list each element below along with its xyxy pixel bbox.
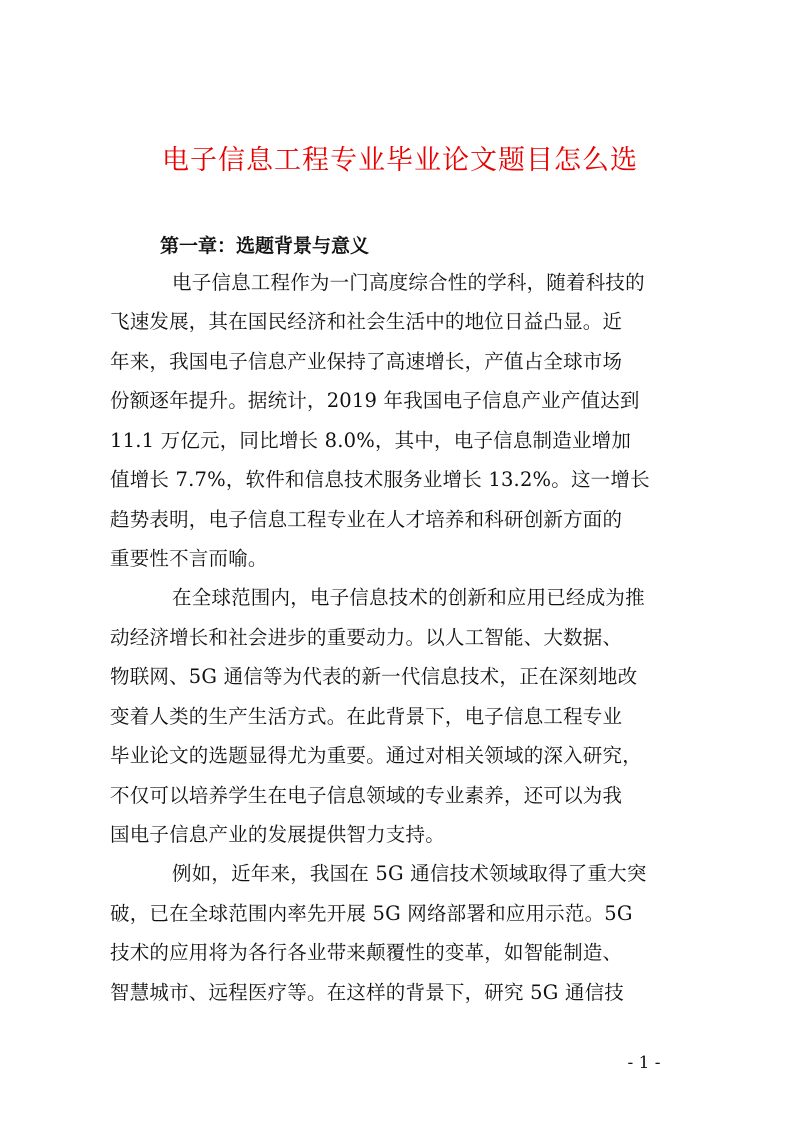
body-line: 重要性不言而喻。 [110,547,268,570]
body-line: 物联网、5G 通信等为代表的新一代信息技术，正在深刻地改 [110,665,638,688]
page-number: - 1 - [627,1053,661,1073]
body-line: 毕业论文的选题显得尤为重要。通过对相关领域的深入研究， [110,744,642,767]
body-line: 份额逐年提升。据统计，2019 年我国电子信息产业产值达到 [110,389,640,412]
body-line: 例如，近年来，我国在 5G 通信技术领域取得了重大突 [172,862,647,885]
body-line: 年来，我国电子信息产业保持了高速增长，产值占全球市场 [110,350,623,373]
body-line: 不仅可以培养学生在电子信息领域的专业素养，还可以为我 [110,784,623,807]
body-line: 变着人类的生产生活方式。在此背景下，电子信息工程专业 [110,705,623,728]
body-line: 智慧城市、远程医疗等。在这样的背景下，研究 5G 通信技 [110,981,624,1004]
chapter-heading: 第一章：选题背景与意义 [160,235,370,257]
body-line: 破，已在全球范围内率先开展 5G 网络部署和应用示范。5G [110,902,633,925]
body-line: 在全球范围内，电子信息技术的创新和应用已经成为推 [172,586,645,609]
body-line: 飞速发展，其在国民经济和社会生活中的地位日益凸显。近 [110,310,623,333]
body-line: 值增长 7.7%，软件和信息技术服务业增长 13.2%。这一增长 [110,468,650,491]
body-line: 动经济增长和社会进步的重要动力。以人工智能、大数据、 [110,626,623,649]
body-line: 电子信息工程作为一门高度综合性的学科，随着科技的 [172,271,645,294]
body-line: 11.1 万亿元，同比增长 8.0%，其中，电子信息制造业增加 [110,429,632,452]
body-line: 趋势表明，电子信息工程专业在人才培养和科研创新方面的 [110,508,623,531]
body-line: 国电子信息产业的发展提供智力支持。 [110,823,445,846]
body-line: 技术的应用将为各行各业带来颠覆性的变革，如智能制造、 [110,941,623,964]
document-title: 电子信息工程专业毕业论文题目怎么选 [162,145,638,176]
